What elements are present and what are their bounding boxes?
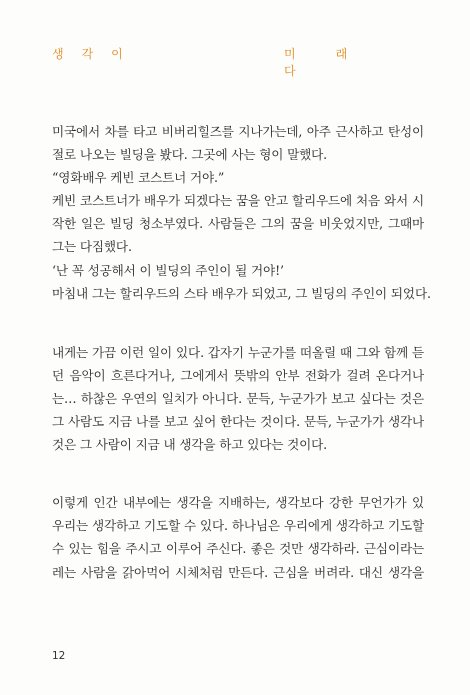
paragraph-gap	[52, 305, 424, 341]
text-line: 그는 다짐했다.	[52, 239, 132, 255]
body-text	[52, 120, 431, 584]
text-line: 절로 나오는 빌딩을 봤다. 그곳에 사는 형이 말했다.	[52, 147, 327, 163]
text-line: 우리는 생각하고 기도할 수 있다. 하나님은 우리에게 생각하고 기도할	[52, 518, 424, 534]
text-line: 내게는 가끔 이런 일이 있다. 갑자기 누군가를 떠올릴 때 그와 함께 듣	[52, 344, 424, 360]
page-number: 12	[52, 650, 66, 662]
running-header	[52, 45, 422, 78]
text-line: 그 사람도 지금 나를 보고 싶어 한다는 것이다. 문득, 누군가가 생각나	[52, 414, 424, 430]
text-line: 마침내 그는 할리우드의 스타 배우가 되었고, 그 빌딩의 주인이 되었다.	[52, 285, 431, 301]
running-header-left: 생각이	[52, 47, 141, 61]
paragraph	[52, 120, 431, 305]
text-line: 레는 사람을 갉아먹어 시체처럼 만든다. 근심을 버려라. 대신 생각을	[52, 564, 424, 580]
paragraph-gap	[52, 456, 424, 491]
text-line: “영화배우 케빈 코스트너 거야.”	[52, 170, 225, 186]
text-line: 케빈 코스트너가 배우가 되겠다는 꿈을 안고 할리우드에 처음 와서 시	[52, 193, 424, 209]
text-line: 작한 일은 빌딩 청소부였다. 사람들은 그의 꿈을 비웃었지만, 그때마	[52, 216, 424, 232]
paragraph	[52, 491, 424, 583]
text-line: 미국에서 차를 타고 비버리힐즈를 지나가는데, 아주 근사하고 탄성이	[52, 124, 424, 139]
running-header-right: 미래다	[284, 47, 388, 78]
text-line: ‘난 꼭 성공해서 이 빌딩의 주인이 될 거야!’	[52, 262, 284, 278]
text-line: 는… 하찮은 우연의 일치가 아니다. 문득, 누군가가 보고 싶다는 것은	[52, 390, 424, 406]
paragraph	[52, 341, 424, 456]
text-line: 것은 그 사람이 지금 내 생각을 하고 있다는 것이다.	[52, 437, 327, 453]
text-line: 던 음악이 흐른다거나, 그에게서 뜻밖의 안부 전화가 걸려 온다거나	[52, 367, 424, 383]
text-line: 이렇게 인간 내부에는 생각을 지배하는, 생각보다 강한 무언가가 있	[52, 495, 424, 511]
text-line: 수 있는 힘을 주시고 이루어 주신다. 좋은 것만 생각하라. 근심이라는	[52, 541, 424, 557]
